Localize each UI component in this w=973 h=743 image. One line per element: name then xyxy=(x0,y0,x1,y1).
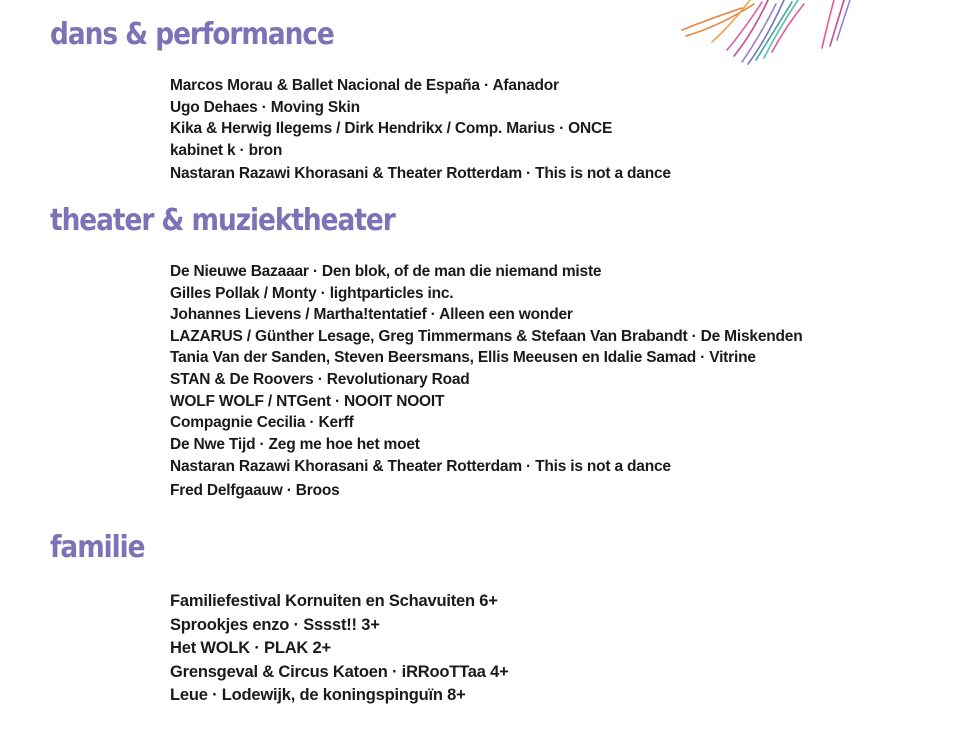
event-title: Compagnie Cecilia · Kerff xyxy=(170,414,354,432)
event-title: Ugo Dehaes · Moving Skin xyxy=(170,98,360,116)
event-title: Fred Delfgaauw · Broos xyxy=(170,481,340,499)
event-title: Leue · Lodewijk, de koningspinguïn 8+ xyxy=(170,686,466,704)
event-title: Marcos Morau & Ballet Nacional de España · Afanador xyxy=(170,77,559,94)
event-title: Nastaran Razawi Khorasani & Theater Rotterdam · This is not a dance xyxy=(170,458,671,476)
event-title: Grensgeval & Circus Katoen · iRRooTTaa 4+ xyxy=(170,662,509,681)
event-title: Sprookjes enzo · Sssst!! 3+ xyxy=(170,615,380,634)
section-title-theater-muziektheater: theater & muziektheater xyxy=(50,203,395,238)
section-title-familie: familie xyxy=(50,530,145,565)
event-title: Tania Van der Sanden, Steven Beersmans, Ellis Meeusen en Idalie Samad · Vitrine xyxy=(170,349,756,367)
event-title: Familiefestival Kornuiten en Schavuiten 6+ xyxy=(170,592,498,610)
event-title: kabinet k · bron xyxy=(170,141,283,159)
event-title: LAZARUS / Günther Lesage, Greg Timmermans & Stefaan Van Brabandt · De Miskenden xyxy=(170,327,803,345)
event-title: Kika & Herwig Ilegems / Dirk Hendrikx / Comp. Marius · ONCE xyxy=(170,120,613,138)
event-title: De Nwe Tijd · Zeg me hoe het moet xyxy=(170,435,420,453)
event-title: Johannes Lievens / Martha!tentatief · Alleen een wonder xyxy=(170,306,573,324)
event-title: Gilles Pollak / Monty · lightparticles inc. xyxy=(170,284,454,302)
event-title: Het WOLK · PLAK 2+ xyxy=(170,639,331,657)
event-title: Nastaran Razawi Khorasani & Theater Rotterdam · This is not a dance xyxy=(170,165,671,183)
event-title: WOLF WOLF / NTGent · NOOIT NOOIT xyxy=(170,392,445,410)
decorative-brush-strokes-icon xyxy=(672,0,862,70)
event-title: STAN & De Roovers · Revolutionary Road xyxy=(170,370,470,388)
event-title: De Nieuwe Bazaaar · Den blok, of de man die niemand miste xyxy=(170,263,602,280)
section-title-dans-performance: dans & performance xyxy=(50,17,334,52)
